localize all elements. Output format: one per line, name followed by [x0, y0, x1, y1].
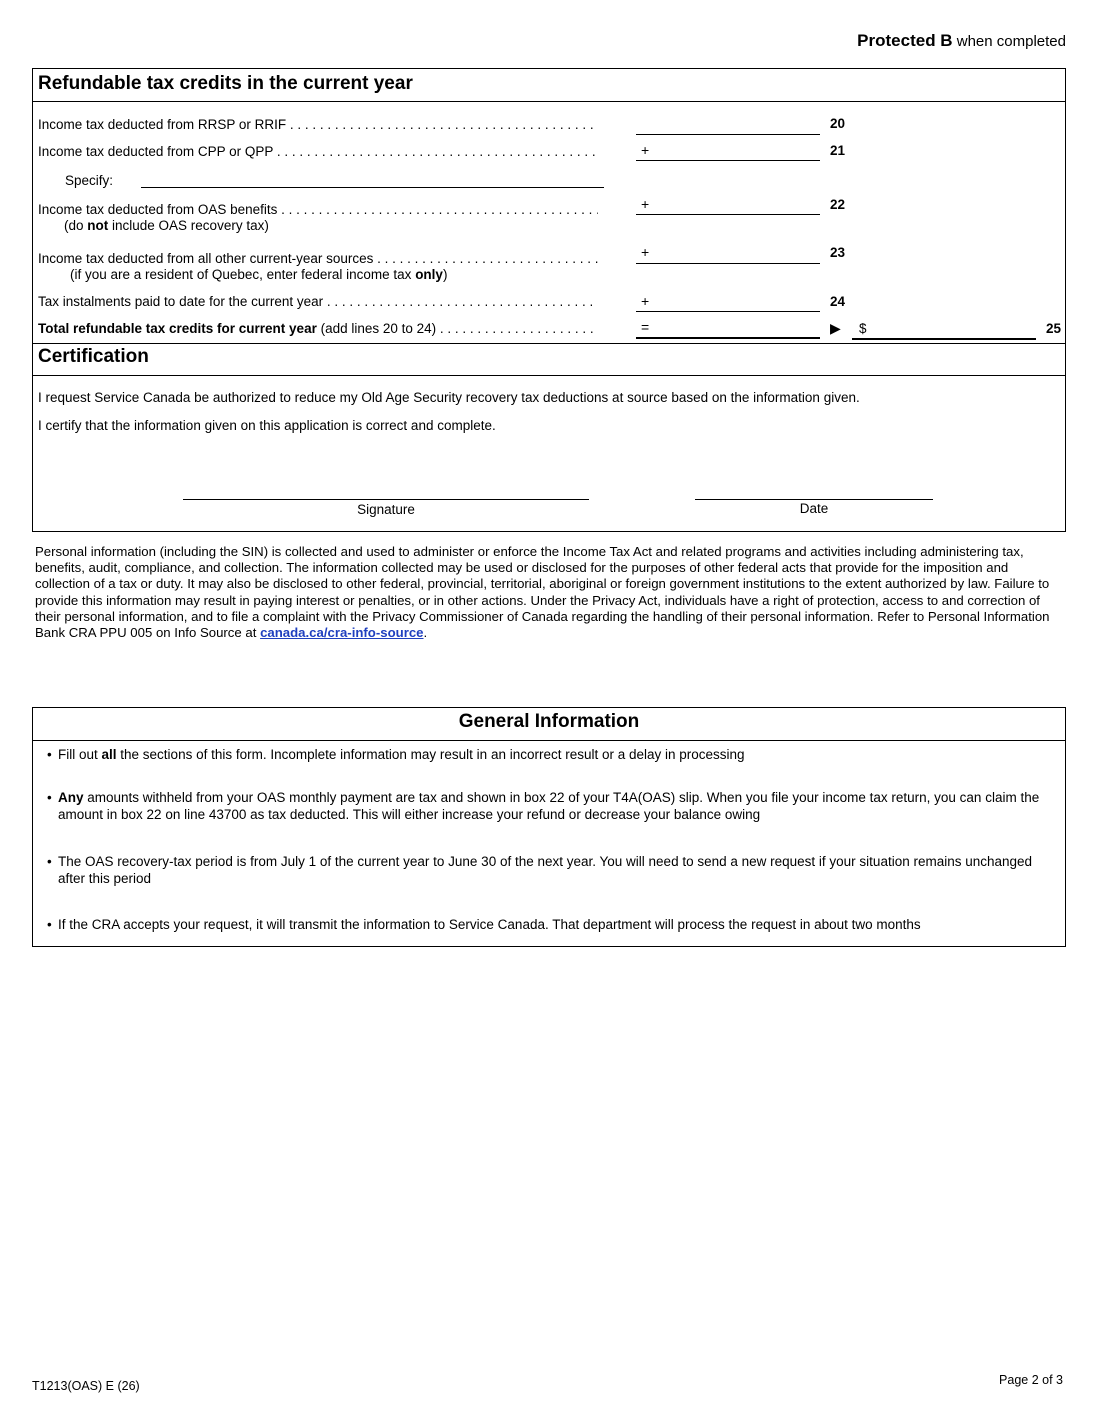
quebec-note: (if you are a resident of Quebec, enter federal income tax only) — [70, 267, 448, 282]
general-info-bullet-3: • The OAS recovery-tax period is from July 1 of the current year to June 30 of the next year. You will need to send a new request if your situation remains unchanged after this period — [47, 854, 1058, 887]
line-24-label: Tax instalments paid to date for the current year . . . — [38, 294, 598, 310]
general-info-bullet-4: • If the CRA accepts your request, it will transmit the information to Service Canada. That department will process the request in about two months — [47, 917, 1058, 934]
line-24-sign: + — [641, 293, 650, 309]
protected-b-notice: Protected B when completed — [857, 31, 1066, 50]
line-21-sign: + — [641, 142, 650, 158]
line-22-sign: + — [641, 196, 650, 212]
line-25-subtotal-field[interactable] — [636, 337, 820, 339]
info-source-link[interactable]: canada.ca/cra-info-source — [260, 625, 424, 641]
request-statement: I request Service Canada be authorized to reduce my Old Age Security recovery tax deductions at source based on the information given. — [38, 390, 860, 405]
dollar-sign: $ — [859, 321, 867, 336]
page-number: Page 2 of 3 — [999, 1373, 1063, 1387]
refundable-section-title: Refundable tax credits in the current year — [38, 73, 413, 94]
line-20-amount-field[interactable] — [636, 134, 820, 135]
general-information-title: General Information — [458, 711, 640, 732]
specify-field[interactable] — [141, 187, 604, 188]
line-22-number: 22 — [830, 197, 846, 212]
specify-label: Specify: — [65, 173, 114, 188]
line-20-label: Income tax deducted from RRSP or RRIF . . . — [38, 117, 598, 133]
line-23-amount-field[interactable] — [636, 263, 820, 264]
oas-note: (do not include OAS recovery tax) — [64, 218, 269, 233]
arrow-right-icon: ▶ — [830, 320, 841, 336]
line-23-number: 23 — [830, 245, 846, 260]
refundable-certification-box — [32, 68, 1066, 532]
signature-caption: Signature — [357, 502, 415, 517]
date-caption: Date — [799, 501, 829, 516]
line-24-number: 24 — [830, 294, 846, 309]
signature-field[interactable] — [183, 499, 589, 500]
line-24-amount-field[interactable] — [636, 311, 820, 312]
general-info-bullet-1: • Fill out all the sections of this form. Incomplete information may result in an incorrect result or a delay in processing — [47, 747, 1058, 764]
line-25-sign: = — [641, 319, 650, 335]
line-23-sign: + — [641, 244, 650, 260]
line-21-label: Income tax deducted from CPP or QPP . . . — [38, 144, 598, 160]
line-25-total-field[interactable] — [852, 338, 1036, 340]
line-21-number: 21 — [830, 143, 846, 158]
line-25-label: Total refundable tax credits for current year (add lines 20 to 24) . . . — [38, 321, 598, 337]
privacy-statement: Personal information (including the SIN) is collected and used to administer or enforce the Income Tax Act and related programs and activities including administering tax, benefits, audit, compliance, and collection. The information collected may be used or disclosed for the purposes of other federal acts that provide for the imposition and collection of a tax or duty. It may also be disclosed to other federal, provincial, territorial, aboriginal or foreign government institutions to the extent authorized by law. Failure to provide this information may result in paying interest or penalties, or in other actions. Under the Privacy Act, individuals have a right of protection, access to and correction of their personal information, and to file a complaint with the Privacy Commissioner of Canada regarding the handling of their personal information. Refer to Personal Information Bank CRA PPU 005 on Info Source at canada.ca/cra-info-source. — [35, 544, 1050, 641]
certification-section-title: Certification — [38, 346, 149, 367]
line-23-label: Income tax deducted from all other current-year sources . . . — [38, 251, 598, 267]
line-21-amount-field[interactable] — [636, 160, 820, 161]
general-info-bullet-2: • Any amounts withheld from your OAS monthly payment are tax and shown in box 22 of your T4A(OAS) slip. When you file your income tax return, you can claim the amount in box 22 on line 43700 as tax deducted. This will either increase your refund or decrease your balance owing — [47, 790, 1058, 823]
line-25-number: 25 — [1046, 321, 1062, 336]
form-identifier: T1213(OAS) E (26) — [32, 1379, 140, 1393]
line-22-label: Income tax deducted from OAS benefits . . . — [38, 202, 598, 218]
date-field[interactable] — [695, 499, 933, 500]
certify-statement: I certify that the information given on this application is correct and complete. — [38, 418, 496, 433]
general-information-box — [32, 707, 1066, 947]
line-20-number: 20 — [830, 116, 846, 131]
line-22-amount-field[interactable] — [636, 214, 820, 215]
